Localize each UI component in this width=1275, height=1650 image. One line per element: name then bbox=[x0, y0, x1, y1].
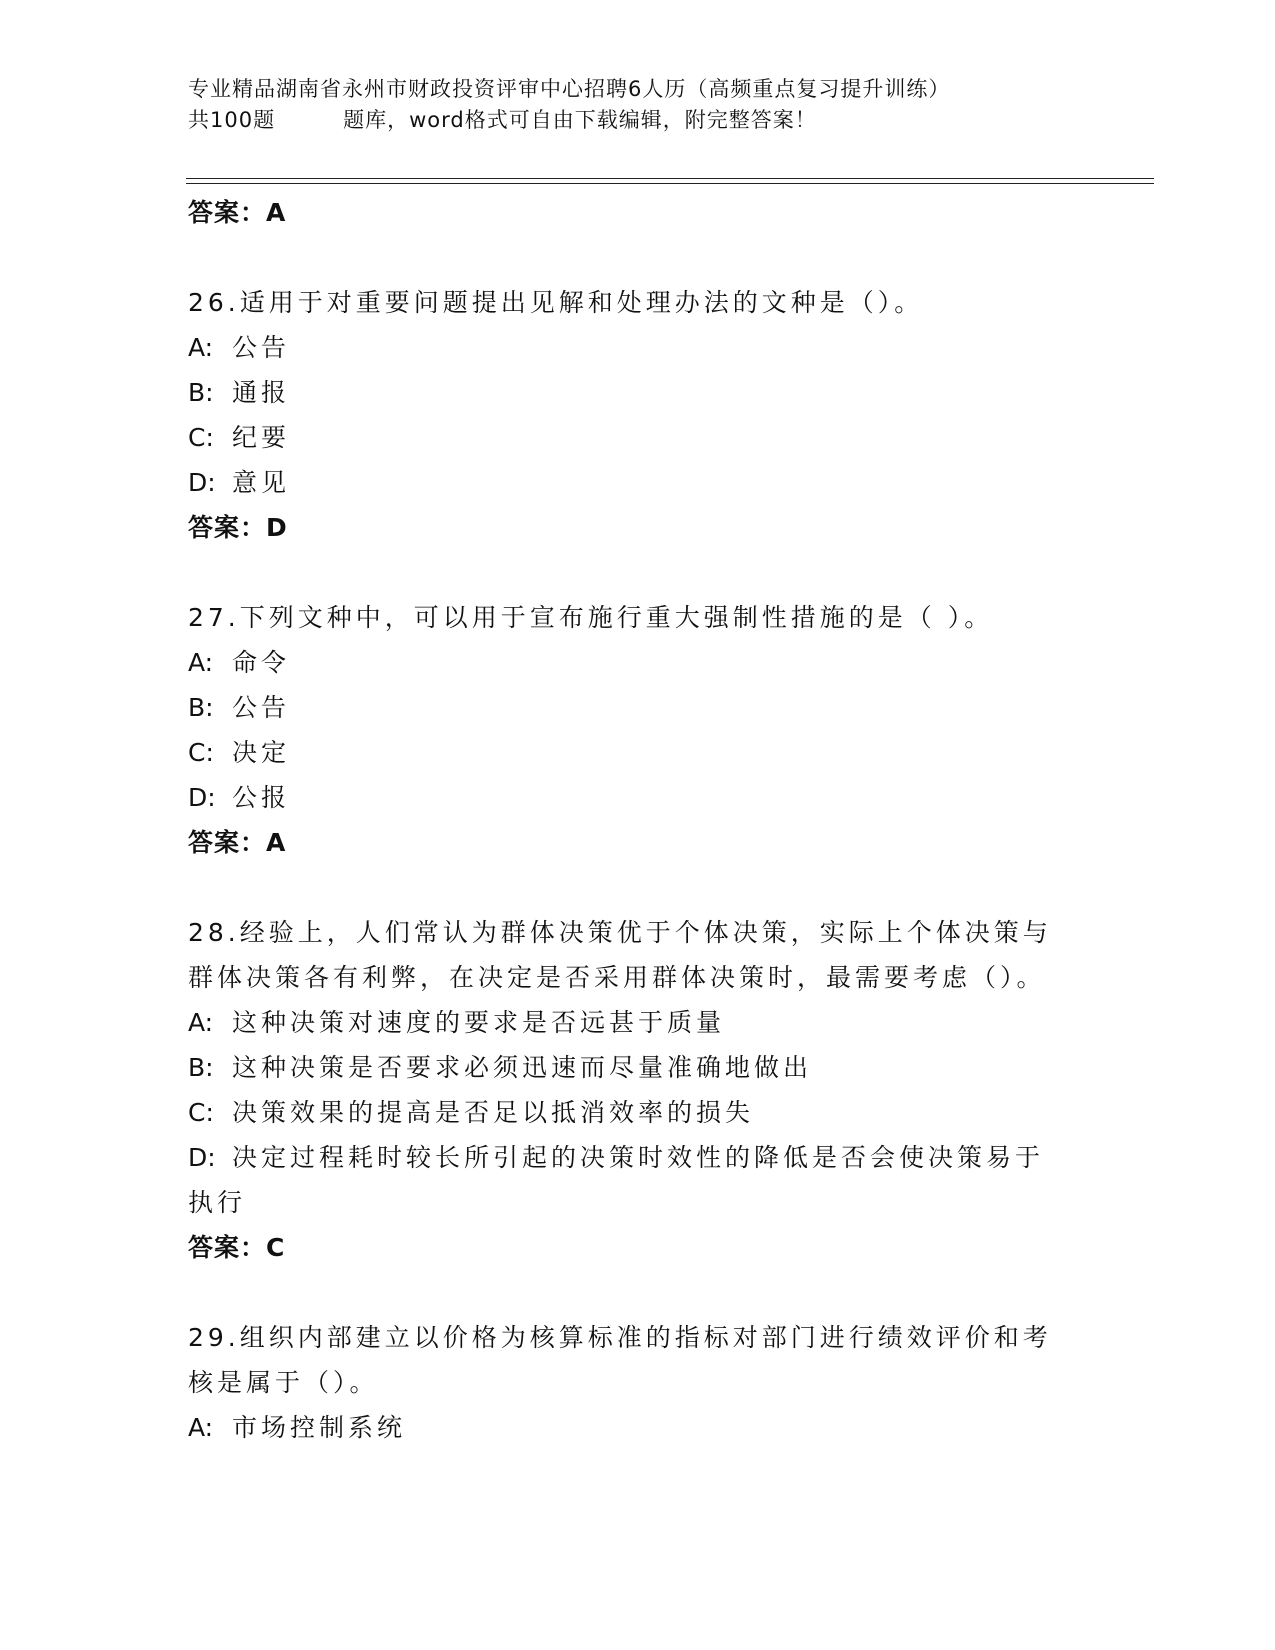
option-text: 这种决策是否要求必须迅速而尽量准确地做出 bbox=[232, 1053, 813, 1082]
option-text: 命令 bbox=[232, 648, 291, 677]
document-header bbox=[188, 74, 1088, 136]
option-text: 市场控制系统 bbox=[232, 1413, 407, 1442]
option-c bbox=[188, 1090, 1088, 1135]
header-divider-bottom bbox=[186, 183, 1154, 184]
question-28 bbox=[188, 910, 1088, 1271]
answer-value: D bbox=[266, 513, 288, 542]
answer-value: C bbox=[266, 1233, 286, 1262]
question-list bbox=[188, 190, 1088, 1450]
option-letter: D: bbox=[188, 468, 216, 497]
option-text: 公报 bbox=[232, 783, 291, 812]
option-text: 决策效果的提高是否足以抵消效率的损失 bbox=[232, 1098, 755, 1127]
option-letter: A: bbox=[188, 1413, 214, 1442]
option-text: 公告 bbox=[232, 693, 291, 722]
option-text: 纪要 bbox=[232, 423, 291, 452]
option-a bbox=[188, 325, 1088, 370]
option-letter: C: bbox=[188, 738, 214, 767]
option-letter: B: bbox=[188, 1053, 214, 1082]
header-line-2-right: 题库，word格式可自由下载编辑，附完整答案！ bbox=[343, 108, 817, 132]
question-27 bbox=[188, 595, 1088, 866]
answer bbox=[188, 505, 1088, 551]
option-d bbox=[188, 775, 1088, 820]
answer bbox=[188, 1225, 1088, 1271]
option-a bbox=[188, 1405, 1088, 1450]
answer-label: 答案： bbox=[188, 1233, 267, 1262]
option-b bbox=[188, 1045, 1088, 1090]
answer-label: 答案： bbox=[188, 513, 267, 542]
option-b bbox=[188, 370, 1088, 415]
option-a bbox=[188, 1000, 1088, 1045]
option-text: 决定过程耗时较长所引起的决策时效性的降低是否会使决策易于执行 bbox=[188, 1143, 1045, 1217]
question-stem: 28.经验上，人们常认为群体决策优于个体决策，实际上个体决策与群体决策各有利弊，在决定是否采用群体决策时，最需要考虑（）。 bbox=[188, 918, 1052, 992]
option-c bbox=[188, 730, 1088, 775]
previous-answer bbox=[188, 190, 1088, 236]
question-stem: 27.下列文种中，可以用于宣布施行重大强制性措施的是（ ）。 bbox=[188, 603, 994, 632]
header-line-2 bbox=[188, 105, 1088, 136]
option-letter: C: bbox=[188, 423, 214, 452]
header-line-2-left: 共100题 bbox=[188, 108, 276, 132]
option-letter: C: bbox=[188, 1098, 214, 1127]
option-letter: A: bbox=[188, 333, 214, 362]
option-b bbox=[188, 685, 1088, 730]
question-26 bbox=[188, 280, 1088, 551]
option-letter: D: bbox=[188, 1143, 216, 1172]
answer-label: 答案： bbox=[188, 828, 267, 857]
option-text: 公告 bbox=[232, 333, 291, 362]
option-d bbox=[188, 460, 1088, 505]
option-letter: A: bbox=[188, 648, 214, 677]
question-stem: 29.组织内部建立以价格为核算标准的指标对部门进行绩效评价和考核是属于（）。 bbox=[188, 1323, 1052, 1397]
answer-value: A bbox=[266, 828, 287, 857]
question-stem: 26.适用于对重要问题提出见解和处理办法的文种是（）。 bbox=[188, 288, 924, 317]
option-letter: B: bbox=[188, 693, 214, 722]
option-c bbox=[188, 415, 1088, 460]
option-text: 通报 bbox=[232, 378, 291, 407]
option-a bbox=[188, 640, 1088, 685]
option-letter: A: bbox=[188, 1008, 214, 1037]
option-text: 意见 bbox=[232, 468, 291, 497]
option-letter: D: bbox=[188, 783, 216, 812]
header-divider-top bbox=[186, 178, 1154, 179]
answer bbox=[188, 820, 1088, 866]
option-text: 这种决策对速度的要求是否远甚于质量 bbox=[232, 1008, 726, 1037]
option-text: 决定 bbox=[232, 738, 291, 767]
option-d bbox=[188, 1135, 1068, 1225]
question-29 bbox=[188, 1315, 1088, 1450]
option-letter: B: bbox=[188, 378, 214, 407]
header-line-1: 专业精品湖南省永州市财政投资评审中心招聘6人历（高频重点复习提升训练） bbox=[188, 77, 951, 101]
answer-value: A bbox=[266, 198, 287, 227]
answer-label: 答案： bbox=[188, 198, 267, 227]
